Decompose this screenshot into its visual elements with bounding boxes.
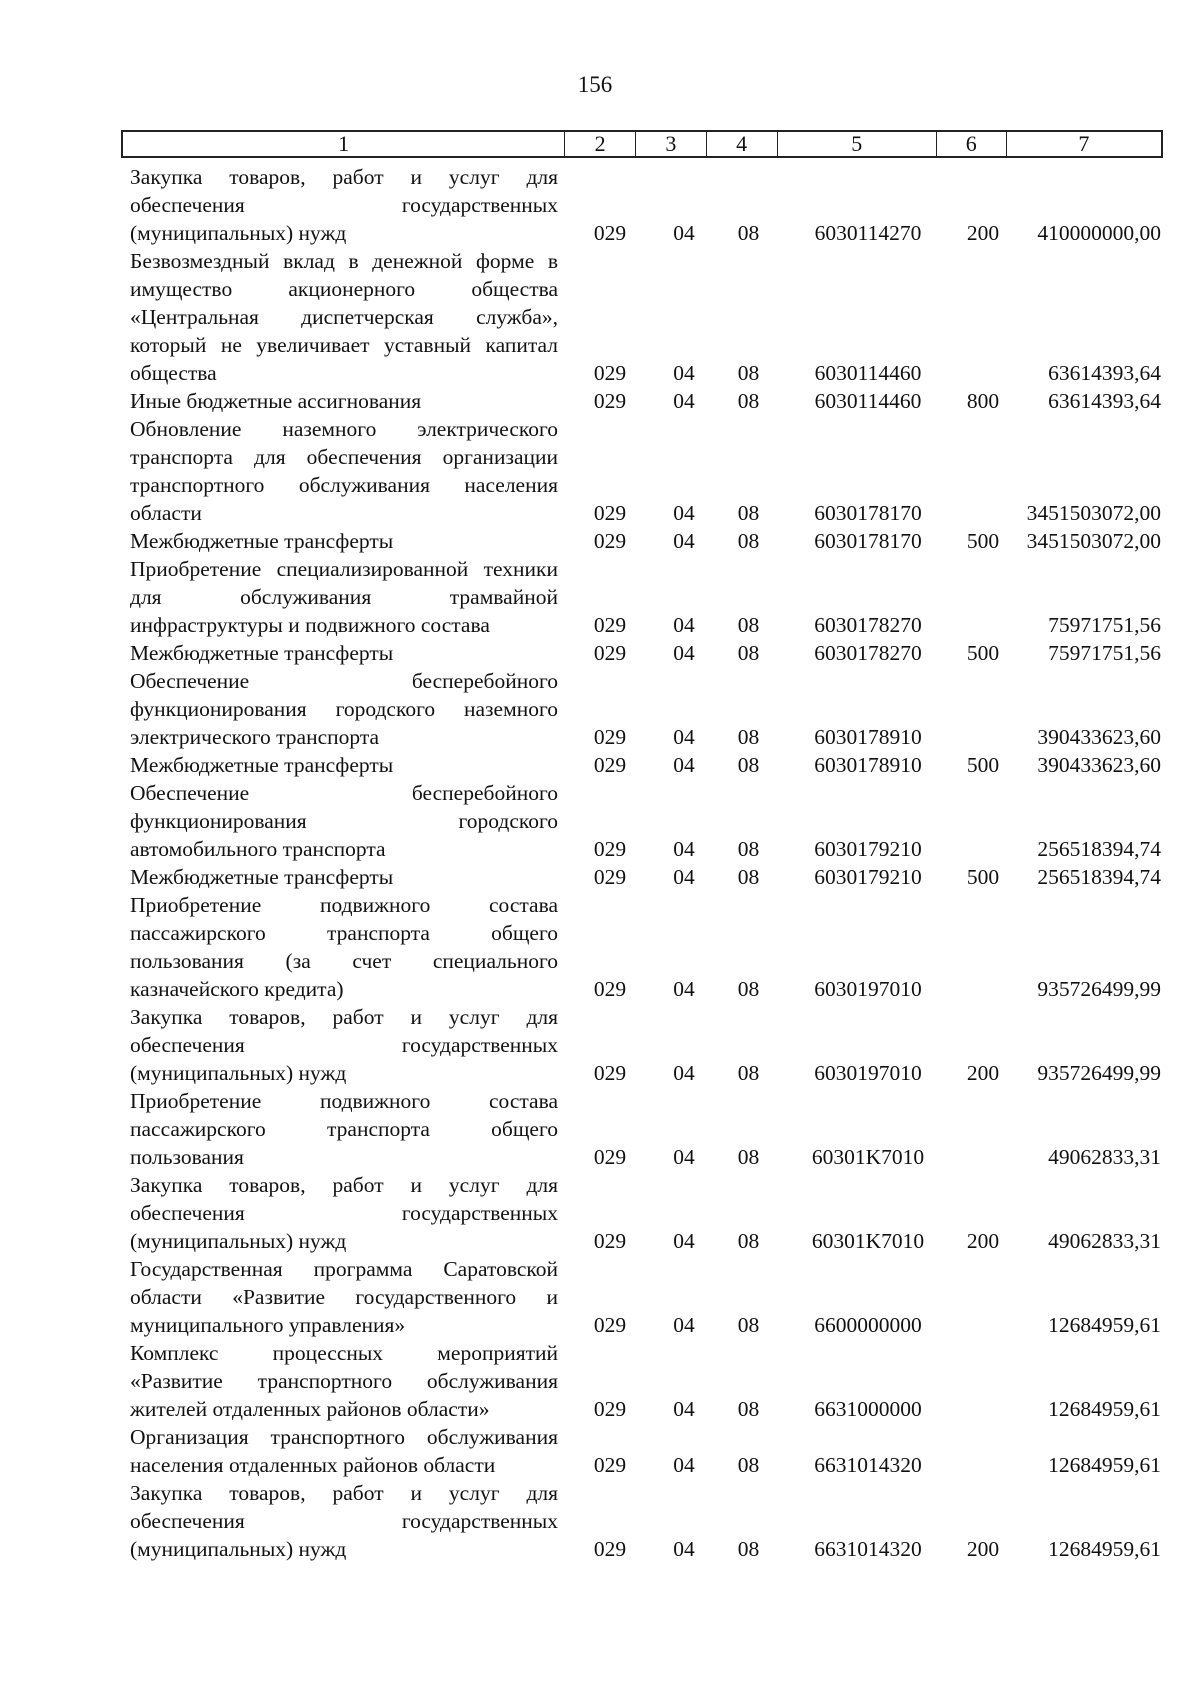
- cell-code-expense-type: 200: [966, 1537, 1000, 1561]
- cell-name: Безвозмездный вклад в денежной форме в имущество акционерного общества «Центральная диспетчерская служба», который не увеличивает уставный капитал общества: [130, 249, 558, 385]
- cell-name: Закупка товаров, работ и услуг для обеспечения государственных (муниципальных) нужд: [130, 1481, 558, 1561]
- cell-code-subsection: 08: [737, 1537, 760, 1561]
- cell-code-target: 6030179210: [814, 865, 922, 889]
- cell-code-expense-type: 500: [966, 641, 1000, 665]
- table-row: [130, 1479, 1170, 1563]
- table-row: [130, 163, 1170, 247]
- cell-name: Обеспечение бесперебойного функционирования городского автомобильного транспорта: [130, 781, 558, 861]
- cell-code-subsection: 08: [737, 977, 760, 1001]
- cell-code-expense-type: 500: [966, 529, 1000, 553]
- cell-name: Межбюджетные трансферты: [130, 529, 394, 553]
- cell-amount: 3451503072,00: [1026, 529, 1161, 553]
- page-number: 156: [577, 72, 613, 97]
- cell-amount: 935726499,99: [1037, 1061, 1161, 1085]
- table-row: [130, 247, 1170, 387]
- cell-code-ministry: 029: [593, 1229, 627, 1253]
- table-row: [130, 527, 1170, 555]
- cell-code-subsection: 08: [737, 501, 760, 525]
- cell-code-target: 6631014320: [814, 1453, 922, 1477]
- cell-name: Государственная программа Саратовской области «Развитие государственного и муниципального управления»: [130, 1257, 558, 1337]
- table-header: [121, 130, 1163, 158]
- cell-amount: 49062833,31: [1048, 1229, 1161, 1253]
- cell-name: Обновление наземного электрического транспорта для обеспечения организации транспортного обслуживания населения области: [130, 417, 558, 525]
- cell-code-ministry: 029: [593, 641, 627, 665]
- cell-code-subsection: 08: [737, 389, 760, 413]
- header-col-4: 4: [707, 132, 778, 156]
- table-row: [130, 555, 1170, 639]
- cell-code-section: 04: [673, 1313, 695, 1337]
- cell-code-section: 04: [673, 1397, 695, 1421]
- cell-code-target: 6030178170: [814, 529, 922, 553]
- cell-code-subsection: 08: [737, 1229, 760, 1253]
- cell-code-subsection: 08: [737, 361, 760, 385]
- cell-name: Иные бюджетные ассигнования: [130, 389, 422, 413]
- cell-amount: 3451503072,00: [1026, 501, 1161, 525]
- cell-name: Приобретение подвижного состава пассажирского транспорта общего пользования (за счет специального казначейского кредита): [130, 893, 558, 1001]
- cell-code-ministry: 029: [593, 1061, 627, 1085]
- cell-code-section: 04: [673, 221, 695, 245]
- header-col-3: 3: [636, 132, 707, 156]
- cell-code-target: 6600000000: [814, 1313, 922, 1337]
- cell-code-expense-type: 500: [966, 865, 1000, 889]
- table-row: [130, 415, 1170, 527]
- cell-code-ministry: 029: [593, 361, 627, 385]
- cell-code-section: 04: [673, 613, 695, 637]
- cell-code-section: 04: [673, 725, 695, 749]
- cell-code-target: 6631014320: [814, 1537, 922, 1561]
- cell-amount: 75971751,56: [1048, 613, 1161, 637]
- cell-amount: 935726499,99: [1037, 977, 1161, 1001]
- table-row: [130, 779, 1170, 863]
- cell-code-section: 04: [673, 529, 695, 553]
- cell-code-expense-type: 200: [966, 221, 1000, 245]
- cell-amount: 256518394,74: [1037, 837, 1161, 861]
- header-col-6: 6: [937, 132, 1007, 156]
- cell-code-ministry: 029: [593, 221, 627, 245]
- cell-code-subsection: 08: [737, 221, 760, 245]
- cell-code-subsection: 08: [737, 1453, 760, 1477]
- cell-code-target: 6030179210: [814, 837, 922, 861]
- cell-code-target: 6030114460: [814, 361, 922, 385]
- cell-amount: 12684959,61: [1048, 1453, 1161, 1477]
- cell-amount: 12684959,61: [1048, 1313, 1161, 1337]
- cell-code-target: 6030197010: [814, 977, 922, 1001]
- cell-code-ministry: 029: [593, 389, 627, 413]
- cell-code-target: 6030178910: [814, 725, 922, 749]
- table-row: [130, 1087, 1170, 1171]
- table-row: [130, 639, 1170, 667]
- cell-code-subsection: 08: [737, 1397, 760, 1421]
- cell-name: Комплекс процессных мероприятий «Развитие транспортного обслуживания жителей отдаленных районов области»: [130, 1341, 558, 1421]
- cell-code-ministry: 029: [593, 753, 627, 777]
- cell-amount: 390433623,60: [1037, 725, 1161, 749]
- cell-code-section: 04: [673, 865, 695, 889]
- cell-code-target: 6030178170: [814, 501, 922, 525]
- cell-amount: 75971751,56: [1048, 641, 1161, 665]
- cell-code-section: 04: [673, 1453, 695, 1477]
- cell-code-target: 60301K7010: [811, 1145, 925, 1169]
- cell-code-subsection: 08: [737, 725, 760, 749]
- cell-amount: 12684959,61: [1048, 1397, 1161, 1421]
- cell-name: Закупка товаров, работ и услуг для обеспечения государственных (муниципальных) нужд: [130, 1173, 558, 1253]
- table-row: [130, 1255, 1170, 1339]
- table-row: [130, 891, 1170, 1003]
- table-row: [130, 751, 1170, 779]
- cell-name: Обеспечение бесперебойного функционирования городского наземного электрического транспорта: [130, 669, 558, 749]
- cell-code-section: 04: [673, 641, 695, 665]
- cell-code-section: 04: [673, 389, 695, 413]
- cell-code-section: 04: [673, 753, 695, 777]
- table-row: [130, 863, 1170, 891]
- cell-name: Межбюджетные трансферты: [130, 753, 394, 777]
- cell-code-subsection: 08: [737, 641, 760, 665]
- cell-amount: 63614393,64: [1048, 389, 1161, 413]
- cell-code-ministry: 029: [593, 613, 627, 637]
- cell-code-subsection: 08: [737, 1313, 760, 1337]
- cell-code-section: 04: [673, 977, 695, 1001]
- cell-name: Приобретение подвижного состава пассажирского транспорта общего пользования: [130, 1089, 558, 1169]
- cell-code-target: 6030178910: [814, 753, 922, 777]
- cell-code-section: 04: [673, 1229, 695, 1253]
- cell-code-ministry: 029: [593, 865, 627, 889]
- cell-name: Закупка товаров, работ и услуг для обеспечения государственных (муниципальных) нужд: [130, 1005, 558, 1085]
- cell-code-target: 6030197010: [814, 1061, 922, 1085]
- cell-code-target: 60301K7010: [811, 1229, 925, 1253]
- cell-code-expense-type: 200: [966, 1061, 1000, 1085]
- cell-code-target: 6030114460: [814, 389, 922, 413]
- header-col-2: 2: [565, 132, 636, 156]
- cell-amount: 63614393,64: [1048, 361, 1161, 385]
- cell-code-target: 6030178270: [814, 641, 922, 665]
- cell-name: Межбюджетные трансферты: [130, 641, 394, 665]
- cell-code-ministry: 029: [593, 1313, 627, 1337]
- table-row: [130, 1423, 1170, 1479]
- cell-code-target: 6631000000: [814, 1397, 922, 1421]
- cell-code-ministry: 029: [593, 837, 627, 861]
- cell-code-subsection: 08: [737, 613, 760, 637]
- cell-code-ministry: 029: [593, 1397, 627, 1421]
- cell-code-subsection: 08: [737, 529, 760, 553]
- header-col-5: 5: [778, 132, 937, 156]
- cell-code-subsection: 08: [737, 837, 760, 861]
- cell-code-section: 04: [673, 837, 695, 861]
- cell-amount: 256518394,74: [1037, 865, 1161, 889]
- header-col-7: 7: [1078, 131, 1090, 156]
- cell-amount: 410000000,00: [1037, 221, 1161, 245]
- cell-code-ministry: 029: [593, 1537, 627, 1561]
- header-col-1: 1: [123, 132, 565, 156]
- cell-name: Закупка товаров, работ и услуг для обеспечения государственных (муниципальных) нужд: [130, 165, 558, 245]
- cell-code-subsection: 08: [737, 865, 760, 889]
- cell-code-ministry: 029: [593, 501, 627, 525]
- cell-amount: 12684959,61: [1048, 1537, 1161, 1561]
- table-row: [130, 387, 1170, 415]
- cell-code-section: 04: [673, 501, 695, 525]
- cell-code-section: 04: [673, 1537, 695, 1561]
- cell-code-subsection: 08: [737, 1145, 760, 1169]
- cell-code-target: 6030178270: [814, 613, 922, 637]
- table-row: [130, 1003, 1170, 1087]
- cell-code-ministry: 029: [593, 977, 627, 1001]
- cell-code-expense-type: 200: [966, 1229, 1000, 1253]
- cell-name: Приобретение специализированной техники для обслуживания трамвайной инфраструктуры и подвижного состава: [130, 557, 558, 637]
- cell-amount: 390433623,60: [1037, 753, 1161, 777]
- cell-name: Организация транспортного обслуживания населения отдаленных районов области: [130, 1425, 558, 1477]
- table-body: [130, 163, 1170, 1563]
- cell-code-subsection: 08: [737, 753, 760, 777]
- cell-code-section: 04: [673, 361, 695, 385]
- cell-code-section: 04: [673, 1061, 695, 1085]
- cell-code-expense-type: 800: [966, 389, 1000, 413]
- cell-code-ministry: 029: [593, 529, 627, 553]
- cell-code-ministry: 029: [593, 1145, 627, 1169]
- cell-code-section: 04: [673, 1145, 695, 1169]
- table-row: [130, 1339, 1170, 1423]
- table-row: [130, 1171, 1170, 1255]
- cell-amount: 49062833,31: [1048, 1145, 1161, 1169]
- cell-code-ministry: 029: [593, 725, 627, 749]
- table-row: [130, 667, 1170, 751]
- cell-code-target: 6030114270: [814, 221, 922, 245]
- cell-code-subsection: 08: [737, 1061, 760, 1085]
- cell-code-ministry: 029: [593, 1453, 627, 1477]
- cell-code-expense-type: 500: [966, 753, 1000, 777]
- cell-name: Межбюджетные трансферты: [130, 865, 394, 889]
